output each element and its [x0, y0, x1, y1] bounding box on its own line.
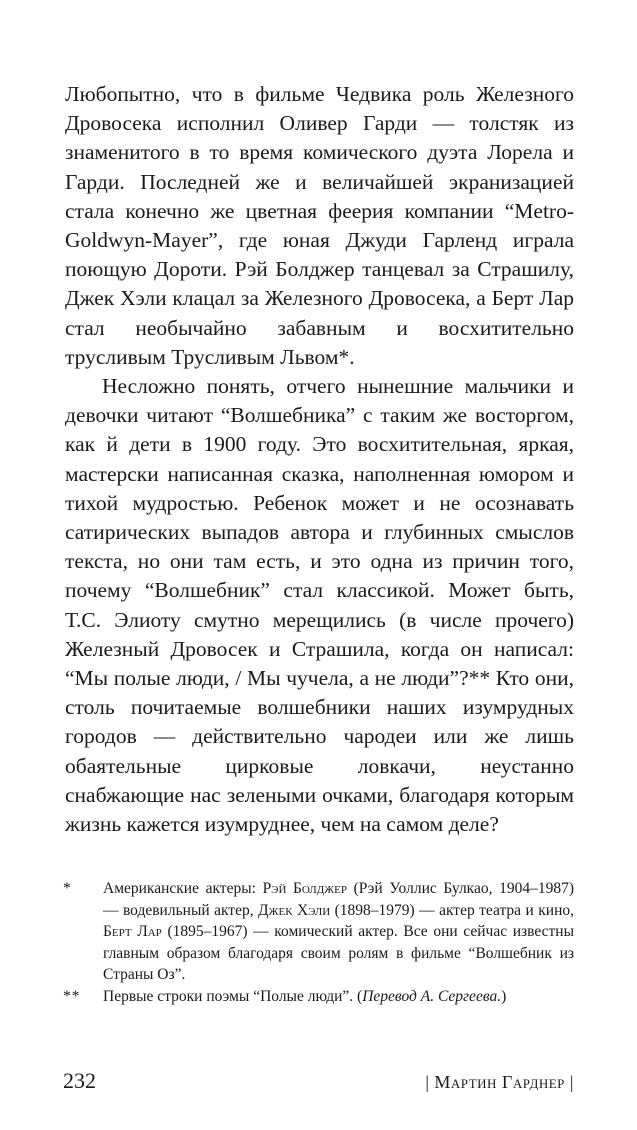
footnote-mark: * — [63, 880, 72, 897]
footnote-segment: ) — [501, 987, 507, 1005]
footnote-mark: ** — [63, 987, 81, 1005]
footnotes — [63, 878, 574, 1008]
page-number: 232 — [63, 1068, 96, 1093]
footnote-italic: Перевод А. Сергеева. — [362, 987, 502, 1005]
paragraph: Любопытно, что в фильме Чедвика роль Железного Дровосека исполнил Оливер Гарди — толстяк из знаменитого в то время комического дуэта Лорела и Гарди. Последней же и величайшей экранизацией стала конечно же цветная феерия компании “Metro-Goldwyn-Mayer”, где юная Джуди Гарленд играла поющую Дороти. Рэй Болджер танцевал за Страшилу, Джек Хэли клацал за Железного Дровосека, а Берт Лар стал необычайно забавным и восхитительно трусливым Трусливым Львом*. — [65, 82, 574, 369]
footnote-segment: Первые строки поэмы “Полые люди”. ( — [103, 987, 363, 1005]
footnote-segment: (Рэй Уоллис Булкао, 1904–1987) — водевильный актер, — [103, 880, 575, 919]
footnote-text — [103, 878, 574, 986]
main-text — [65, 80, 574, 839]
footnote-segment: Американские актеры: — [103, 880, 263, 897]
paragraph: Несложно понять, отчего нынешние мальчики и девочки читают “Волшебника” с таким же восторгом, как й дети в 1900 году. Это восхитительная, яркая, мастерски написанная сказка, наполненная юмором и тихой мудростью. Ребенок может и не осознавать сатирических выпадов автора и глубинных смыслов текста, но они там есть, и это одна из причин того, почему “Волшебник” стал классикой. Может быть, Т.С. Элиоту смутно мерещились (в числе прочего) Железный Дровосек и Страшила, когда он написал: “Мы полые люди, / Мы чучела, а не люди”?** Кто они, столь почитаемые волшебники наших изумрудных городов — действительно чародеи или же лишь обаятельные цирковые ловкачи, неустанно снабжающие нас зелеными очками, благодаря которым жизнь кажется изумруднее, чем на самом деле? — [65, 374, 574, 837]
footnote-1 — [63, 878, 574, 986]
footnote-name: Джек Хэли — [258, 901, 331, 919]
footnote-name: Рэй Болджер — [262, 880, 347, 897]
page-footer — [63, 1068, 574, 1098]
footnote-segment: (1898–1979) — актер театра и кино, — [330, 901, 575, 919]
running-head: | Мартин Гарднер | — [425, 1072, 574, 1092]
footnote-name: Берт Лар — [103, 923, 162, 941]
footnote-2 — [63, 986, 574, 1008]
footnote-text — [103, 986, 574, 1008]
footnote-segment: (1895–1967) — комический актер. Все они сейчас известны главным образом благодаря своим ролям в фильме “Волшебник из Страны Оз”. — [103, 923, 575, 984]
